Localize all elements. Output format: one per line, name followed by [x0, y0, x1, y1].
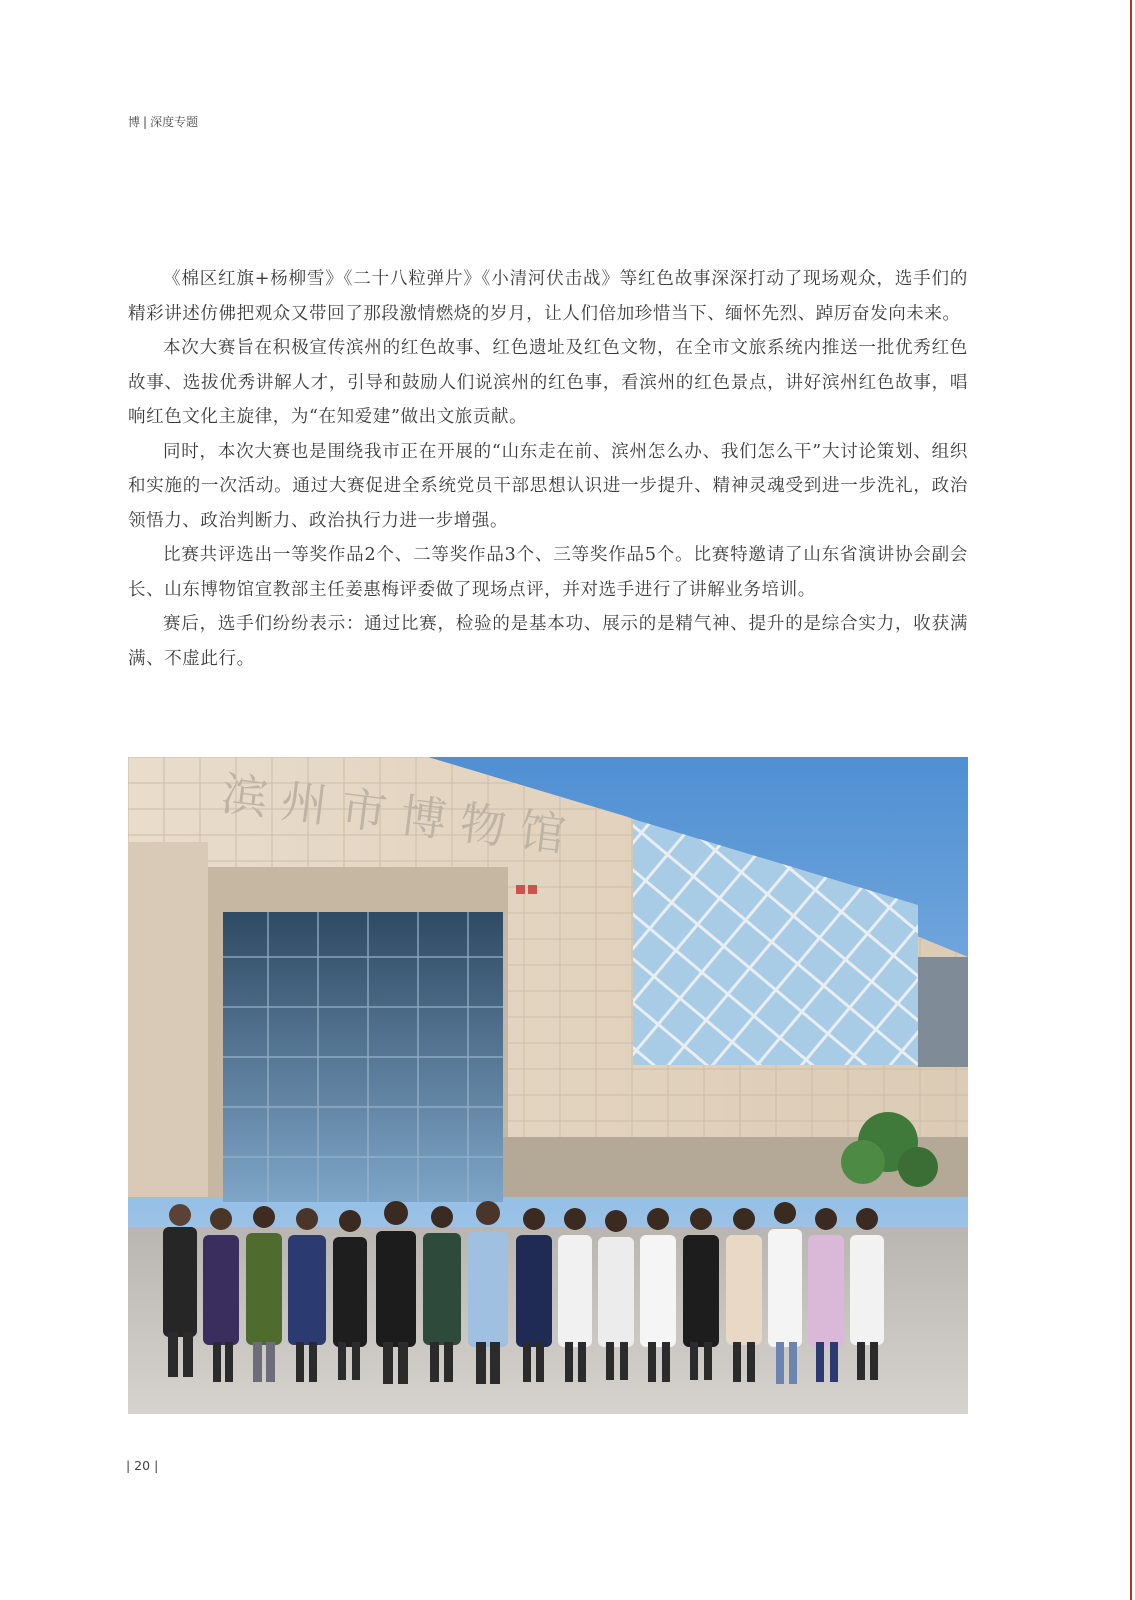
museum-sign-text: 滨州市博物馆: [218, 766, 583, 864]
paragraph: 比赛共评选出一等奖作品2个、二等奖作品3个、三等奖作品5个。比赛特邀请了山东省演讲协会副会长、山东博物馆宣教部主任姜惠梅评委做了现场点评，并对选手进行了讲解业务培训。: [128, 545, 968, 600]
page-number: | 20 |: [126, 1458, 159, 1473]
header-brand: 博: [128, 115, 141, 129]
article-body: [128, 262, 968, 676]
header-separator: |: [143, 115, 148, 129]
running-header: [128, 113, 198, 130]
paragraph: 同时，本次大赛也是围绕我市正在开展的“山东走在前、滨州怎么办、我们怎么干”大讨论策划、组织和实施的一次活动。通过大赛促进全系统党员干部思想认识进一步提升、精神灵魂受到进一步洗礼，政治领悟力、政治判断力、政治执行力进一步增强。: [128, 441, 968, 531]
header-section: 深度专题: [150, 115, 199, 129]
page-edge-rule: [1130, 0, 1132, 1600]
paragraph: 《棉区红旗+杨柳雪》《二十八粒弹片》《小清河伏击战》等红色故事深深打动了现场观众，选手们的精彩讲述仿佛把观众又带回了那段激情燃烧的岁月，让人们倍加珍惜当下、缅怀先烈、踔厉奋发向未来。: [128, 269, 968, 324]
paragraph: 赛后，选手们纷纷表示：通过比赛，检验的是基本功、展示的是精气神、提升的是综合实力，收获满满、不虚此行。: [128, 614, 968, 669]
paragraph: 本次大赛旨在积极宣传滨州的红色故事、红色遗址及红色文物，在全市文旅系统内推送一批优秀红色故事、选拔优秀讲解人才，引导和鼓励人们说滨州的红色事，看滨州的红色景点，讲好滨州红色故事，唱响红色文化主旋律，为“在知爱建”做出文旅贡献。: [128, 338, 968, 427]
group-photo-museum: [128, 757, 968, 1414]
